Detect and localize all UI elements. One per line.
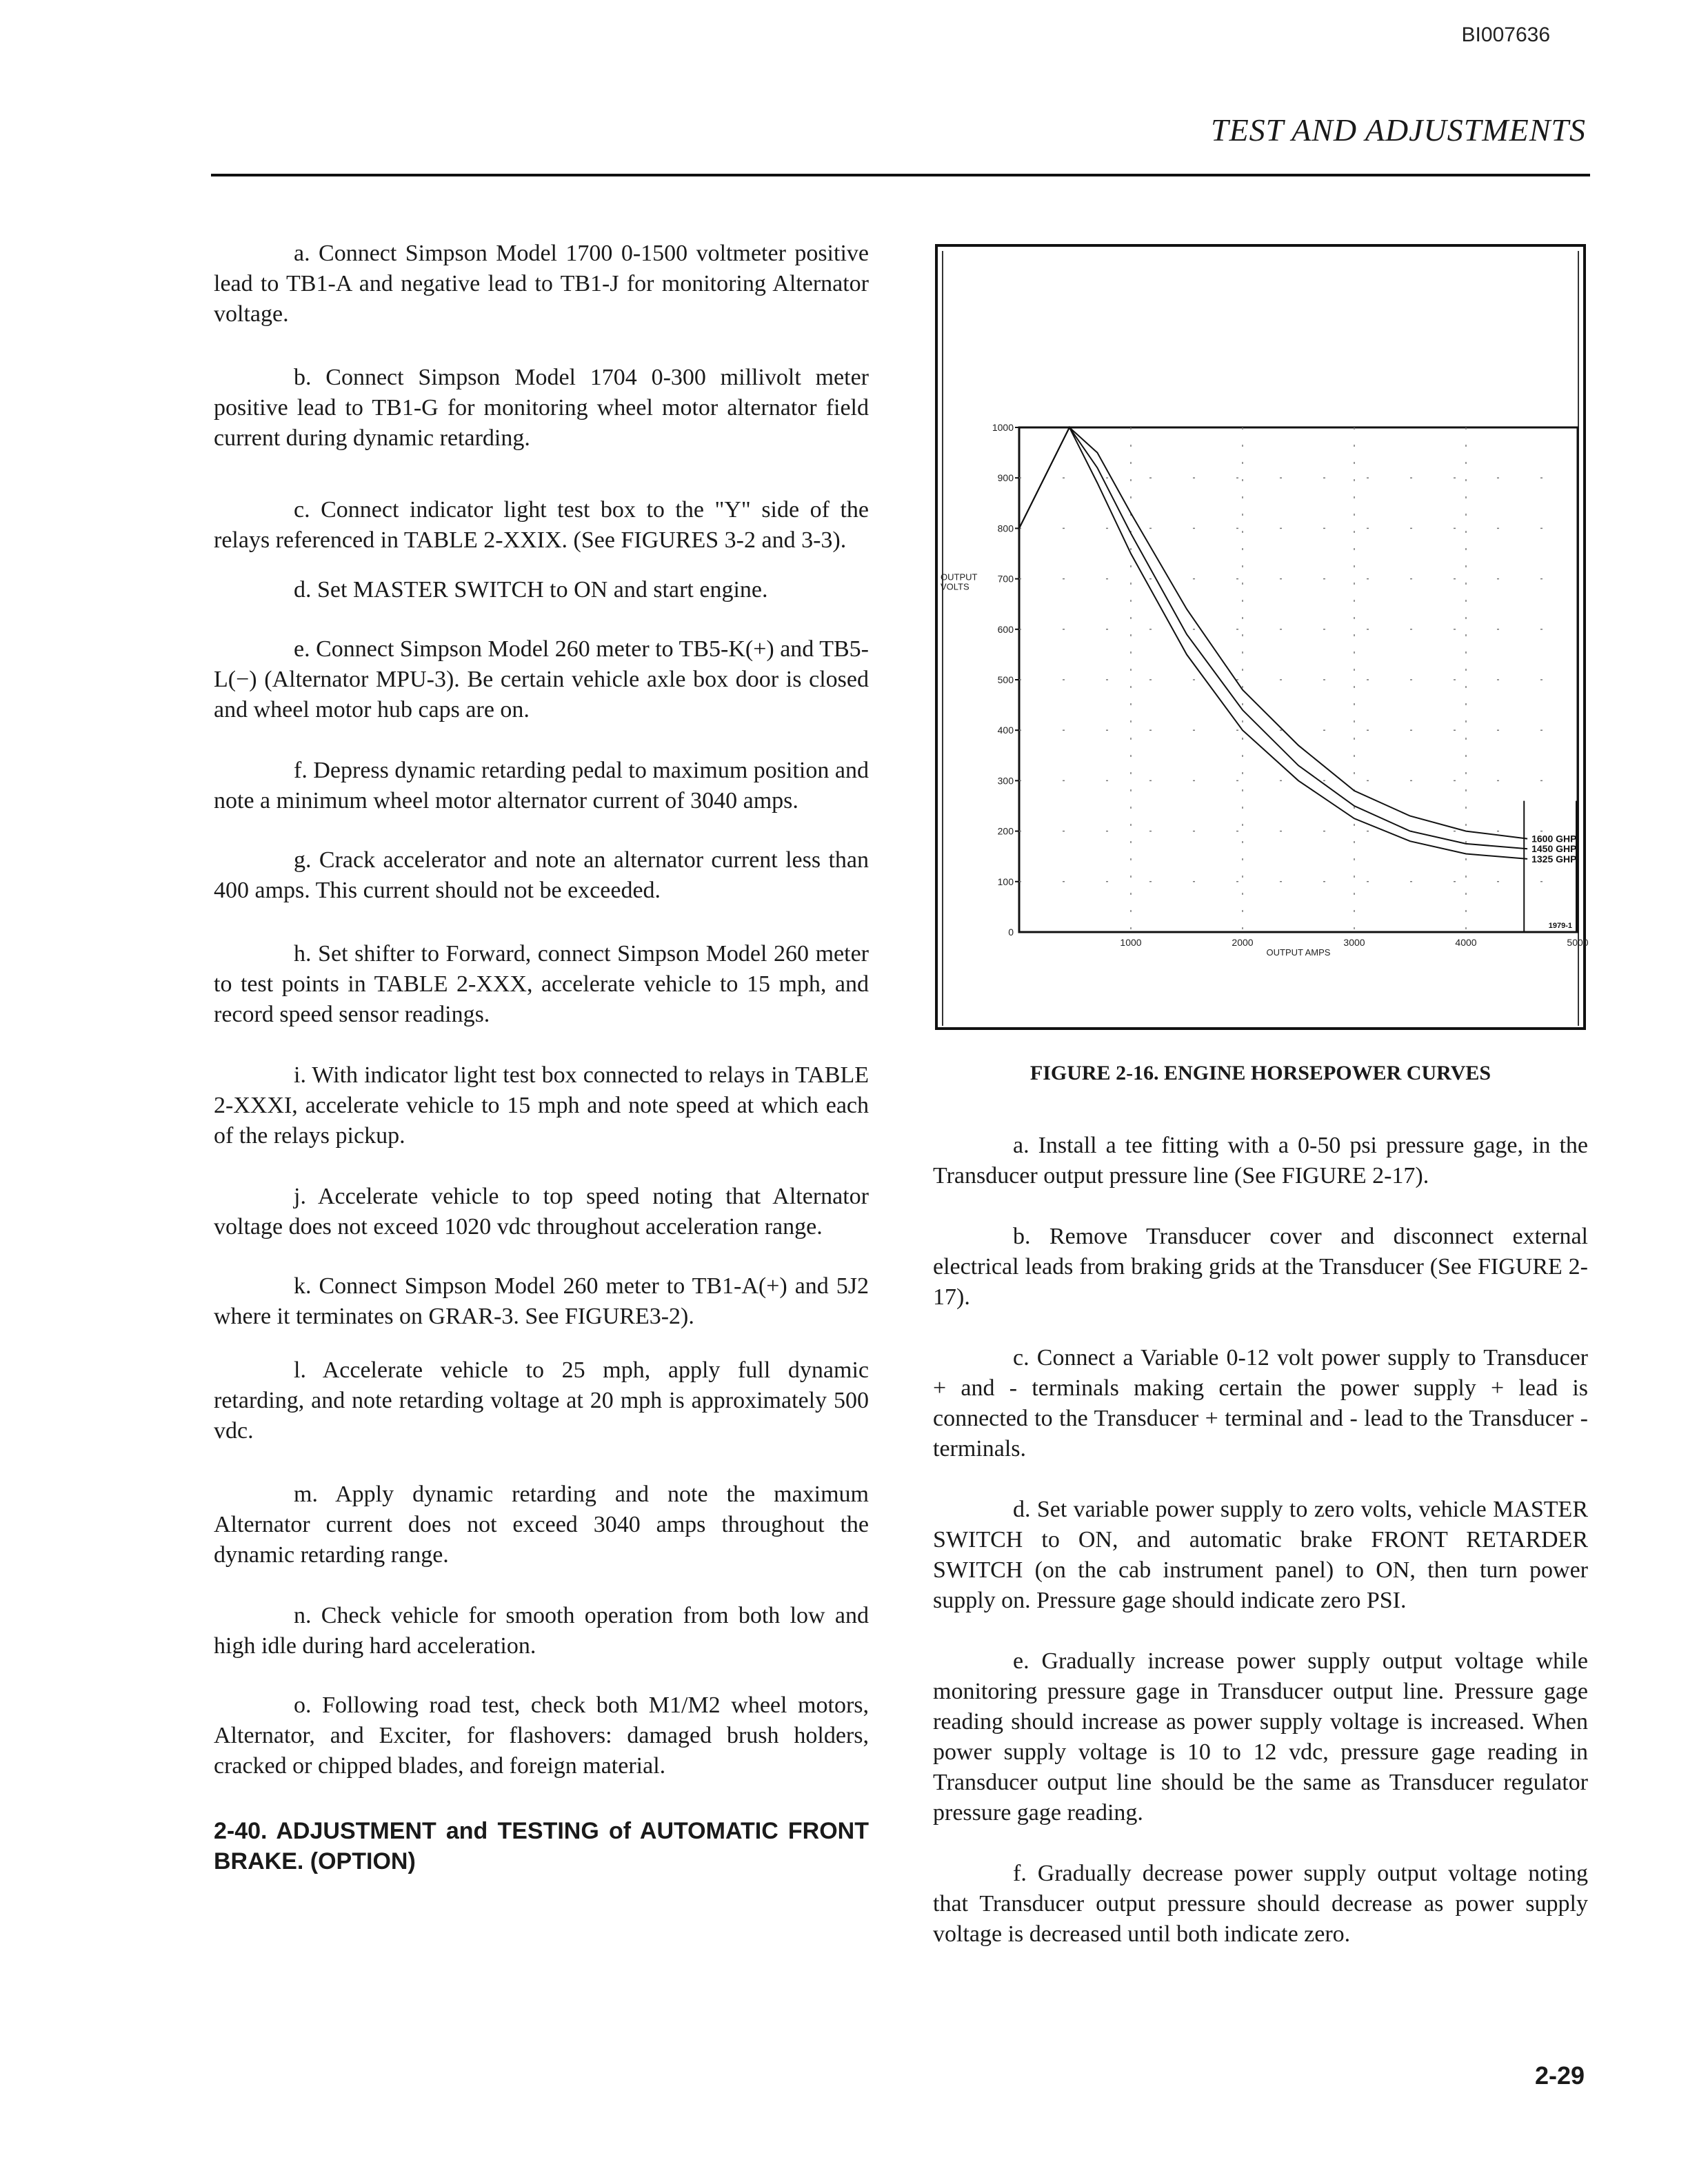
brake-step-b: b. Remove Transducer cover and disconnect external electrical leads from braking grids at the Transducer (See FIGURE 2-17).: [933, 1224, 1588, 1310]
y-tick-label-500: 500: [997, 674, 1014, 685]
page-number: 2-29: [1534, 2061, 1585, 2090]
y-tick-label-400: 400: [997, 725, 1014, 736]
engine-horsepower-chart: [938, 247, 1589, 1027]
series-line-1600-ghp: [1019, 427, 1527, 839]
brake-step-e: e. Gradually increase power supply output voltage while monitoring pressure gage in Transducer output line. Pressure gage reading should increase as power supply voltage is increased. When power supply voltage is 10 to 12 vdc, pressure gage reading in Transducer output line should be the same as Transducer regulator pressure gage reading.: [933, 1648, 1588, 1826]
header-rule: [211, 174, 1590, 176]
y-axis-label-line2: VOLTS: [941, 581, 969, 592]
y-tick-label-900: 900: [997, 472, 1014, 484]
step-h: h. Set shifter to Forward, connect Simpson Model 260 meter to test points in TABLE 2-XXX, accelerate vehicle to 15 mph, and record speed sensor readings.: [214, 941, 869, 1027]
y-tick-label-100: 100: [997, 876, 1014, 887]
step-l: l. Accelerate vehicle to 25 mph, apply full dynamic retarding, and note retarding voltage at 20 mph is approximately 500 vdc.: [214, 1357, 869, 1444]
y-tick-label-1000: 1000: [992, 422, 1014, 433]
step-k: k. Connect Simpson Model 260 meter to TB1-A(+) and 5J2 where it terminates on GRAR-3. See FIGURE3-2).: [214, 1273, 869, 1329]
left-column: [214, 239, 869, 1877]
step-f: f. Depress dynamic retarding pedal to maximum position and note a minimum wheel motor alternator current of 3040 amps.: [214, 758, 869, 813]
series-label-1325-ghp: 1325 GHP: [1531, 853, 1577, 865]
step-g: g. Crack accelerator and note an alternator current less than 400 amps. This current should not be exceeded.: [214, 847, 869, 903]
figure-frame: [935, 244, 1589, 1030]
y-tick-label-700: 700: [997, 573, 1014, 585]
brake-step-f: f. Gradually decrease power supply output voltage noting that Transducer output pressure should decrease as power supply voltage is decreased until both indicate zero.: [933, 1861, 1588, 1947]
x-tick-label-1000: 1000: [1120, 937, 1142, 948]
y-axis-label-line1: OUTPUT: [941, 572, 978, 583]
step-n: n. Check vehicle for smooth operation from both low and high idle during hard acceleration.: [214, 1603, 869, 1659]
series-line-1450-ghp: [1019, 427, 1527, 849]
step-i: i. With indicator light test box connected to relays in TABLE 2-XXXI, accelerate vehicle to 15 mph and note speed at which each of the relays pickup.: [214, 1062, 869, 1149]
x-tick-label-3000: 3000: [1343, 937, 1365, 948]
y-tick-label-800: 800: [997, 523, 1014, 534]
right-column: [933, 1131, 1588, 1950]
figure-code: 1979-1: [1548, 922, 1572, 930]
brake-step-a: a. Install a tee fitting with a 0-50 psi pressure gage, in the Transducer output pressure line (See FIGURE 2-17).: [933, 1133, 1588, 1189]
x-tick-label-4000: 4000: [1455, 937, 1477, 948]
step-o: o. Following road test, check both M1/M2 wheel motors, Alternator, and Exciter, for flashovers: damaged brush holders, cracked or chipped blades, and foreign material.: [214, 1692, 869, 1779]
series-label-1450-ghp: 1450 GHP: [1531, 843, 1577, 855]
step-j: j. Accelerate vehicle to top speed noting that Alternator voltage does not exceed 1020 vdc throughout acceleration range.: [214, 1184, 869, 1240]
x-tick-label-2000: 2000: [1232, 937, 1254, 948]
figure-caption: FIGURE 2-16. ENGINE HORSEPOWER CURVES: [1029, 1062, 1491, 1084]
document-id: BI007636: [1461, 23, 1550, 46]
y-tick-label-600: 600: [997, 623, 1014, 635]
y-tick-label-200: 200: [997, 825, 1014, 837]
section-title: TEST AND ADJUSTMENTS: [1211, 112, 1586, 148]
step-d: d. Set MASTER SWITCH to ON and start engine.: [294, 577, 768, 603]
step-e: e. Connect Simpson Model 260 meter to TB5-K(+) and TB5-L(−) (Alternator MPU-3). Be certain vehicle axle box door is closed and wheel motor hub caps are on.: [214, 636, 869, 722]
brake-step-c: c. Connect a Variable 0-12 volt power supply to Transducer + and - terminals making certain the power supply + lead is connected to the Transducer + terminal and - lead to the Transducer - terminals.: [933, 1345, 1588, 1462]
y-tick-label-zero: 0: [1008, 927, 1014, 938]
series-line-1325-ghp: [1019, 427, 1527, 859]
step-b: b. Connect Simpson Model 1704 0-300 millivolt meter positive lead to TB1-G for monitoring wheel motor alternator field current during dynamic retarding.: [214, 365, 869, 451]
x-axis-label: OUTPUT AMPS: [1266, 947, 1331, 958]
step-a: a. Connect Simpson Model 1700 0-1500 voltmeter positive lead to TB1-A and negative lead to TB1-J for monitoring Alternator voltage.: [214, 241, 869, 327]
section-heading-2-40: 2-40. ADJUSTMENT and TESTING of AUTOMATIC FRONT BRAKE. (OPTION): [214, 1818, 869, 1874]
step-c: c. Connect indicator light test box to the "Y" side of the relays referenced in TABLE 2-XXIX. (See FIGURES 3-2 and 3-3).: [214, 497, 869, 553]
brake-step-d: d. Set variable power supply to zero volts, vehicle MASTER SWITCH to ON, and automatic brake FRONT RETARDER SWITCH (on the cab instrument panel) to ON, then turn power supply on. Pressure gage should indicate zero PSI.: [933, 1497, 1588, 1613]
series-label-1600-ghp: 1600 GHP: [1531, 833, 1577, 845]
x-tick-label-5000: 5000: [1567, 937, 1589, 948]
y-tick-label-300: 300: [997, 775, 1014, 787]
step-m: m. Apply dynamic retarding and note the maximum Alternator current does not exceed 3040 amps throughout the dynamic retarding range.: [214, 1482, 869, 1568]
